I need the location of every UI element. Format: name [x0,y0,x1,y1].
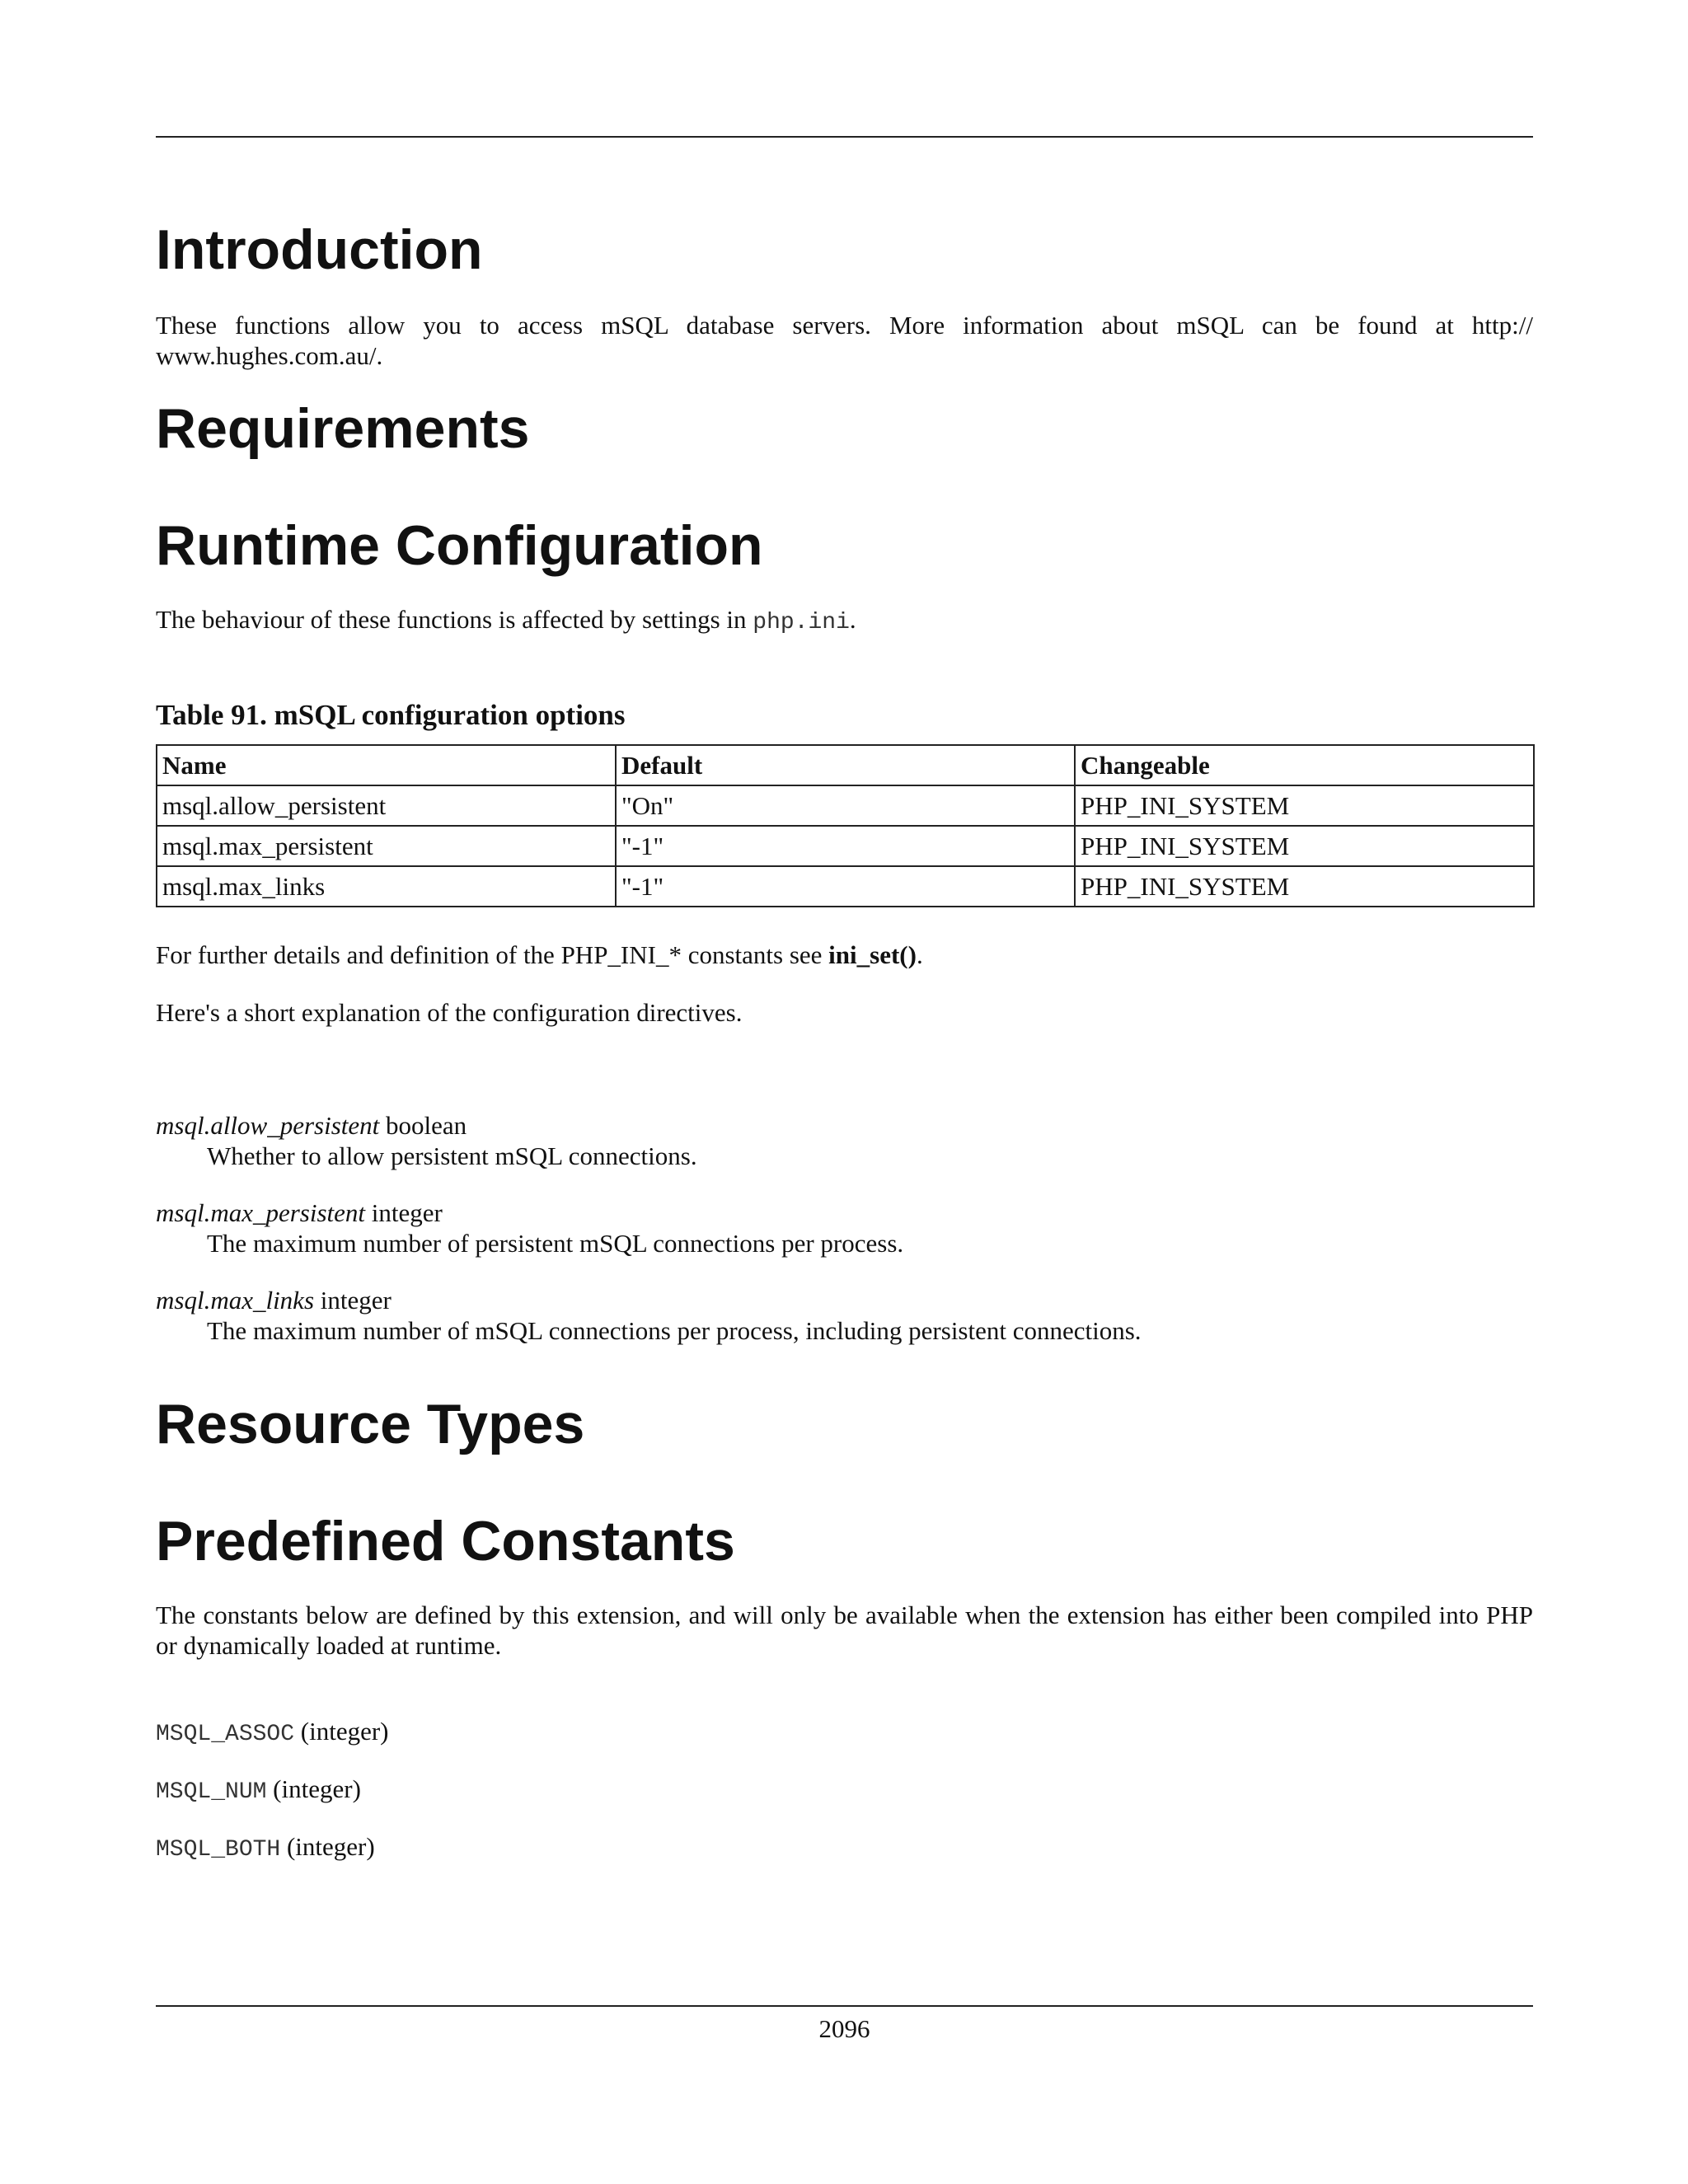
constant-type: (integer) [273,1774,361,1803]
ini-set-link[interactable]: ini_set() [828,940,917,969]
table-cell: msql.max_persistent [157,826,616,866]
directive-description: The maximum number of persistent mSQL connections per process. [207,1229,904,1258]
constant-name: MSQL_BOTH [156,1837,281,1863]
table-row [157,785,1534,826]
constant-name: MSQL_NUM [156,1779,267,1805]
page-number: 2096 [818,2014,870,2043]
predefined-constants-text: The constants below are defined by this extension, and will only be available when the extension has either been compiled into PHP or dynamically loaded at runtime. [156,1601,1533,1660]
runtime-text-after: . [849,605,856,634]
constant-item [156,1774,361,1807]
heading-resource-types: Resource Types [156,1393,585,1455]
constant-item [156,1716,389,1750]
directive-type: integer [320,1286,392,1315]
table-cell: msql.max_links [157,866,616,907]
constant-item [156,1831,375,1865]
table-cell: "On" [616,785,1075,826]
introduction-text: These functions allow you to access mSQL database servers. More information about mSQL can be found at http:// www.hughes.com.au/. [156,311,1533,370]
table-header-changeable: Changeable [1075,745,1534,785]
table-header-row [157,745,1534,785]
explanation-text: Here's a short explanation of the configuration directives. [156,998,743,1027]
php-ini-code: php.ini [753,610,850,635]
document-page [156,0,1533,2184]
directive-term [156,1285,392,1315]
constant-name: MSQL_ASSOC [156,1722,295,1747]
directive-name: msql.max_links [156,1286,315,1315]
table-cell: msql.allow_persistent [157,785,616,826]
directive-type: boolean [386,1111,467,1140]
directive-type: integer [371,1198,443,1227]
runtime-text-before: The behaviour of these functions is affected by settings in [156,605,753,634]
table-cell: PHP_INI_SYSTEM [1075,826,1534,866]
table-cell: PHP_INI_SYSTEM [1075,866,1534,907]
constant-type: (integer) [286,1832,375,1861]
runtime-text [156,604,856,638]
directive-description: The maximum number of mSQL connections per process, including persistent connections. [207,1316,1142,1345]
heading-introduction: Introduction [156,218,483,281]
directive-term [156,1110,467,1141]
table-cell: "-1" [616,866,1075,907]
table-header-name: Name [157,745,616,785]
constant-type: (integer) [300,1717,389,1746]
further-details-text [156,940,923,970]
heading-predefined-constants: Predefined Constants [156,1510,735,1572]
directive-term [156,1197,443,1228]
table-cell: "-1" [616,826,1075,866]
table-cell: PHP_INI_SYSTEM [1075,785,1534,826]
further-details-before: For further details and definition of the PHP_INI_* constants see [156,940,829,969]
heading-runtime-configuration: Runtime Configuration [156,514,763,577]
further-details-after: . [916,940,923,969]
directive-description: Whether to allow persistent mSQL connections. [207,1141,697,1170]
table-row [157,866,1534,907]
heading-requirements: Requirements [156,397,530,460]
directive-name: msql.max_persistent [156,1198,366,1227]
config-table [156,744,1535,907]
footer-rule [156,2005,1533,2007]
table-caption: Table 91. mSQL configuration options [156,699,626,731]
table-row [157,826,1534,866]
directive-name: msql.allow_persistent [156,1111,380,1140]
header-rule [156,136,1533,138]
table-header-default: Default [616,745,1075,785]
